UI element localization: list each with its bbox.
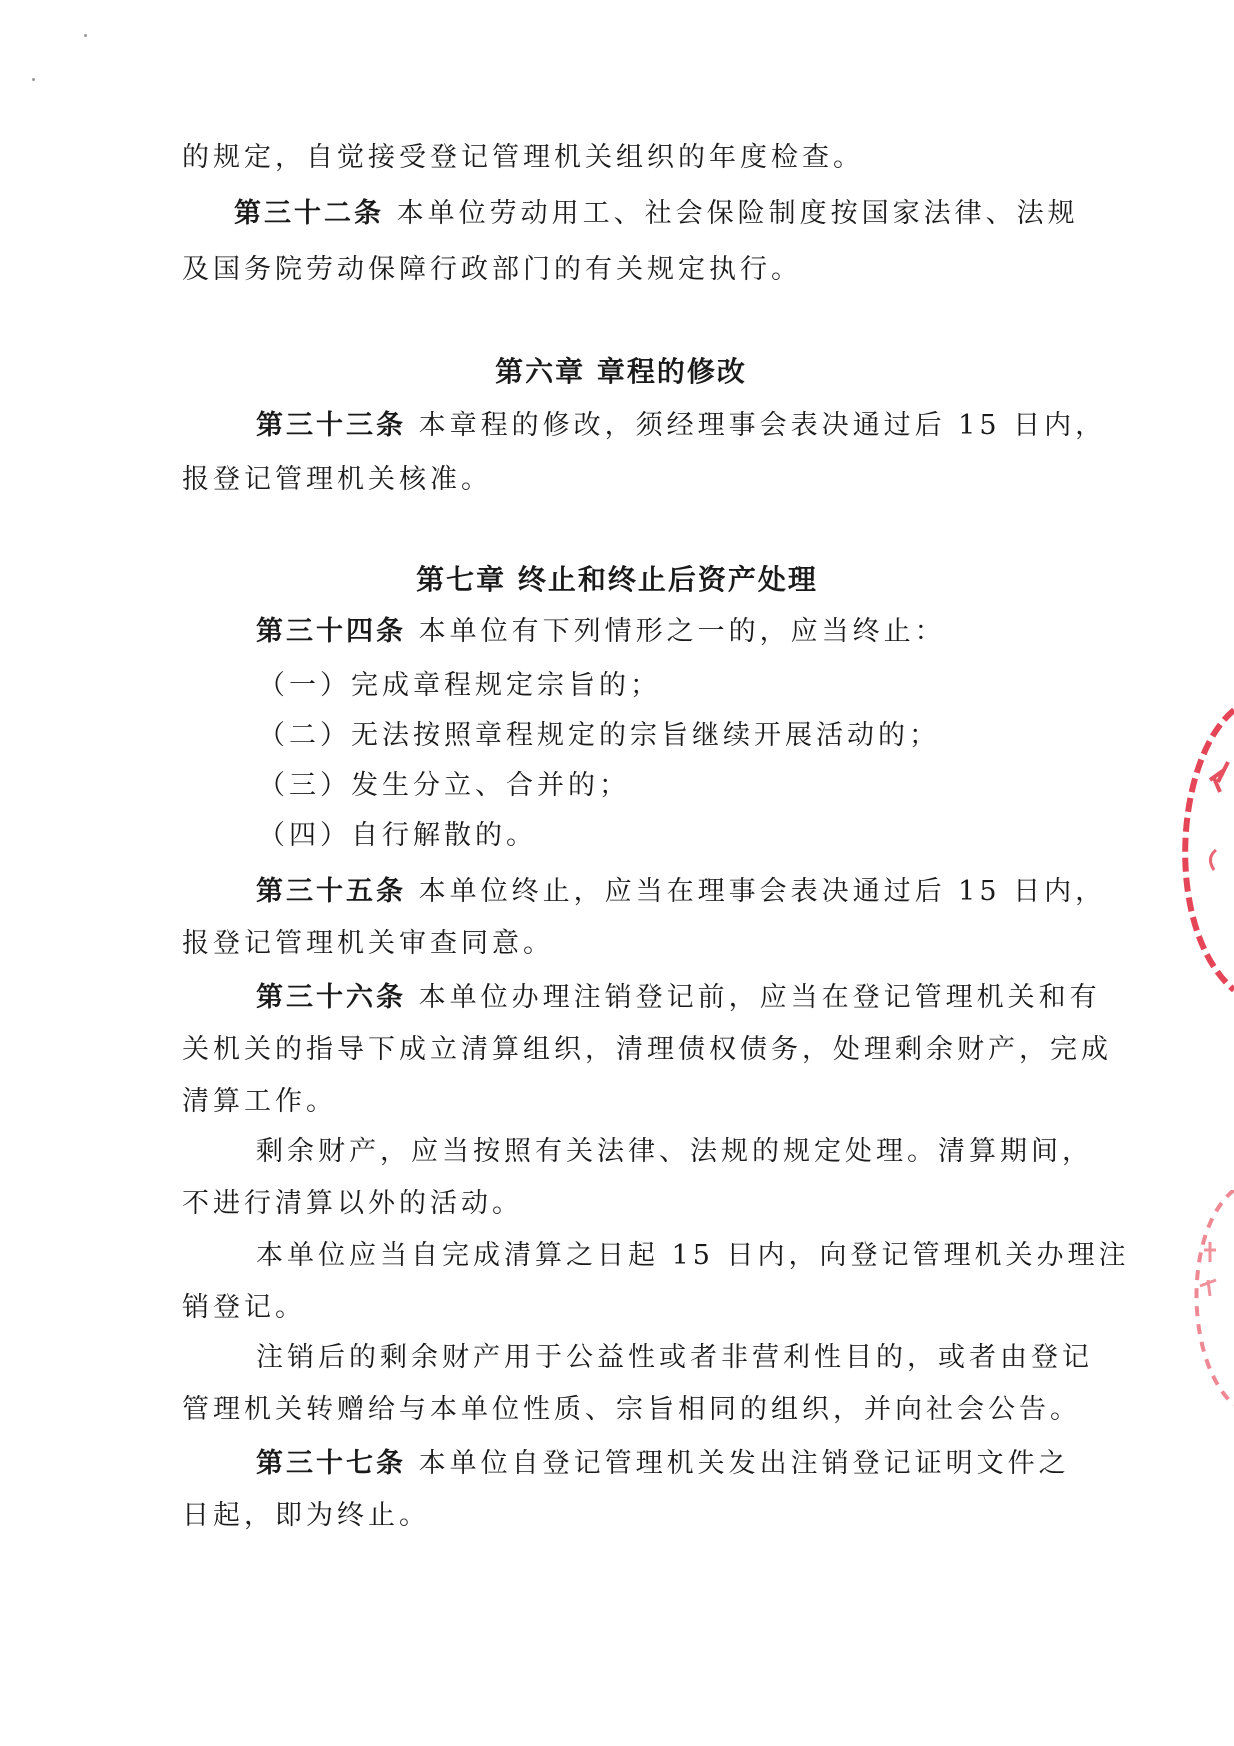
article-label: 第三十二条 — [234, 198, 384, 229]
scan-speck — [32, 78, 35, 81]
body-line: 注销后的剩余财产用于公益性或者非营利性目的，或者由登记 — [256, 1342, 1093, 1373]
article-line: 第三十三条 本章程的修改，须经理事会表决通过后 15 日内， — [256, 410, 1107, 441]
article-label: 第三十三条 — [256, 410, 406, 441]
article-line: 第三十二条 本单位劳动用工、社会保险制度按国家法律、法规 — [234, 198, 1079, 229]
article-line: 第三十六条 本单位办理注销登记前，应当在登记管理机关和有 — [256, 982, 1101, 1013]
article-label: 第三十五条 — [256, 876, 406, 907]
body-line: 报登记管理机关核准。 — [182, 464, 492, 495]
article-line: 第三十七条 本单位自登记管理机关发出注销登记证明文件之 — [256, 1448, 1070, 1479]
body-line: 的规定，自觉接受登记管理机关组织的年度检查。 — [182, 142, 864, 173]
list-item: （三）发生分立、合并的； — [258, 770, 630, 801]
list-item: （一）完成章程规定宗旨的； — [258, 670, 661, 701]
body-line: 管理机关转赠给与本单位性质、宗旨相同的组织，并向社会公告。 — [182, 1394, 1081, 1425]
body-line: 及国务院劳动保障行政部门的有关规定执行。 — [182, 254, 802, 285]
list-item: （四）自行解散的。 — [258, 820, 537, 851]
article-label: 第三十四条 — [256, 616, 406, 647]
body-line: 不进行清算以外的活动。 — [182, 1188, 523, 1219]
official-seal-bottom — [1164, 1190, 1234, 1410]
body-line: 关机关的指导下成立清算组织，清理债权债务，处理剩余财产，完成 — [182, 1034, 1112, 1065]
official-seal-top — [1154, 700, 1234, 1000]
body-line: 清算工作。 — [182, 1086, 337, 1117]
article-label: 第三十六条 — [256, 982, 406, 1013]
body-line: 销登记。 — [182, 1292, 306, 1323]
body-line: 报登记管理机关审查同意。 — [182, 928, 554, 959]
article-label: 第三十七条 — [256, 1448, 406, 1479]
list-item: （二）无法按照章程规定的宗旨继续开展活动的； — [258, 720, 940, 751]
body-line: 剩余财产，应当按照有关法律、法规的规定处理。清算期间， — [256, 1136, 1093, 1167]
chapter-heading: 第六章 章程的修改 — [495, 355, 747, 388]
body-line: 本单位应当自完成清算之日起 15 日内，向登记管理机关办理注 — [256, 1240, 1130, 1271]
article-line: 第三十四条 本单位有下列情形之一的，应当终止： — [256, 616, 946, 647]
chapter-heading: 第七章 终止和终止后资产处理 — [416, 563, 818, 596]
article-line: 第三十五条 本单位终止，应当在理事会表决通过后 15 日内， — [256, 876, 1107, 907]
scan-speck — [84, 34, 87, 37]
body-line: 日起，即为终止。 — [182, 1500, 430, 1531]
